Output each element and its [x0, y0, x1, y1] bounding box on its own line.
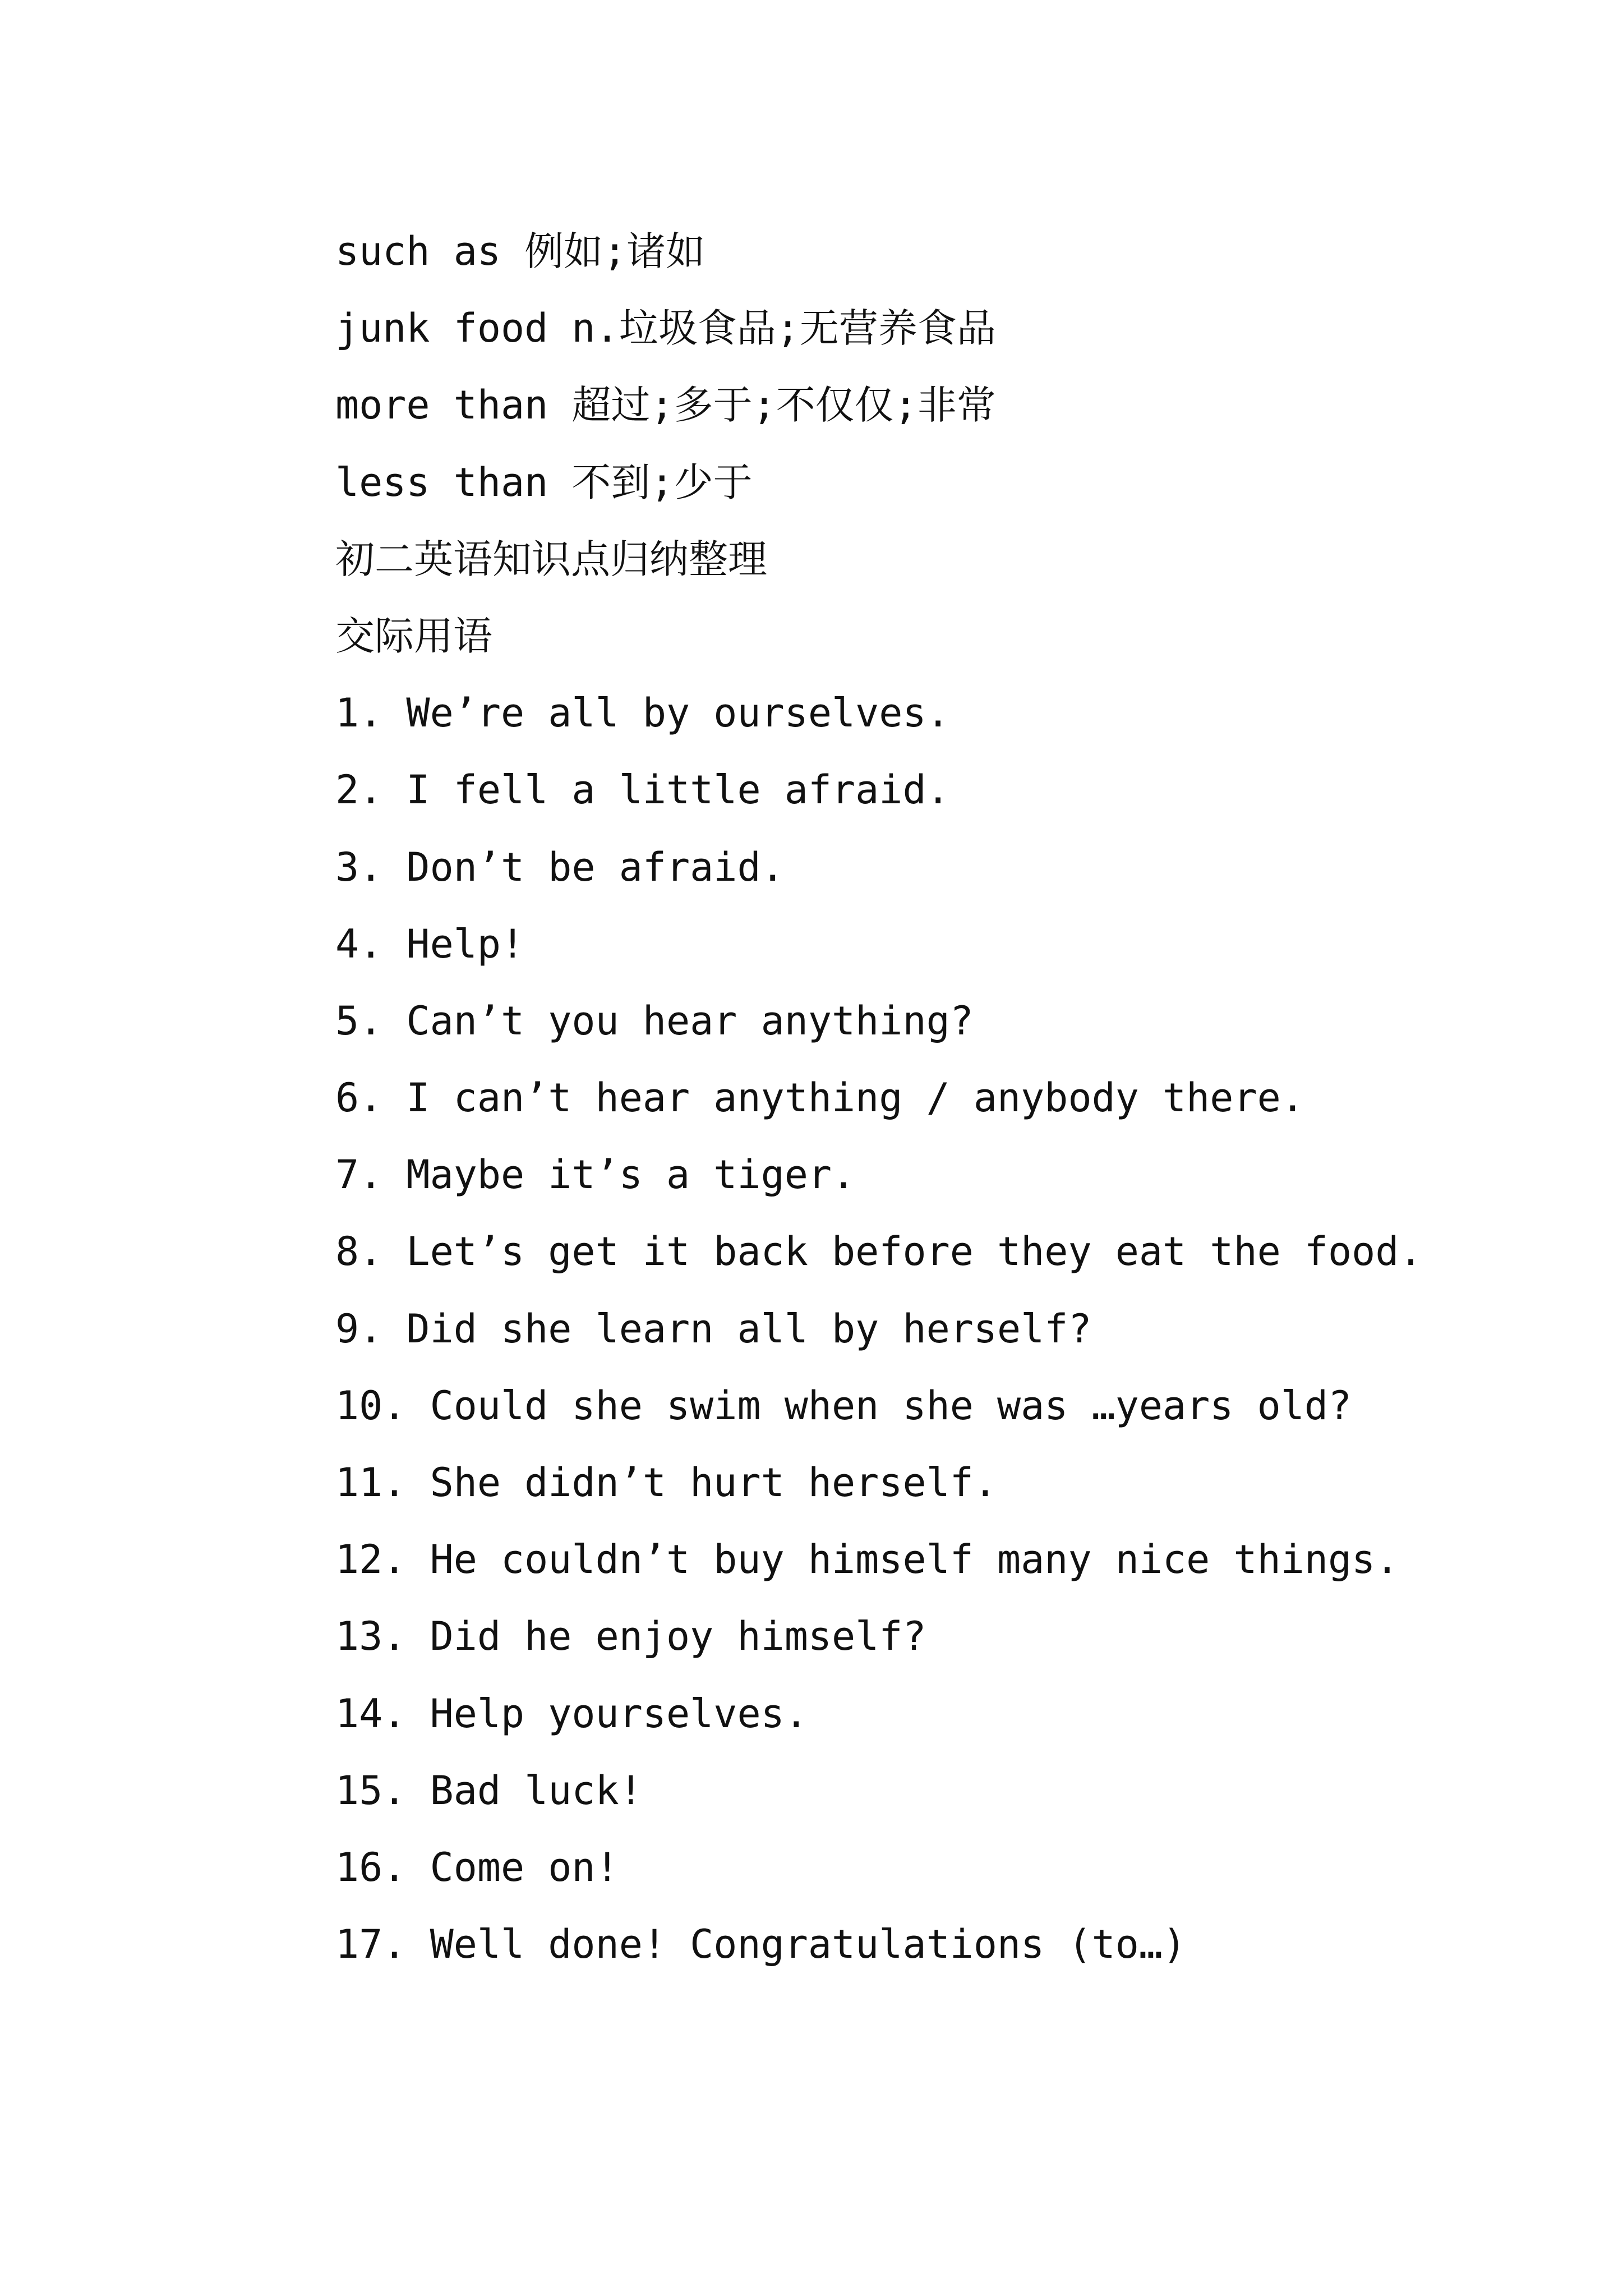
- phrase-item: 6. I can’t hear anything / anybody there.: [335, 1075, 1304, 1121]
- phrase-item: 12. He couldn’t buy himself many nice things.: [335, 1536, 1399, 1583]
- vocab-line: junk food n.垃圾食品;无营养食品: [335, 305, 996, 352]
- phrase-item: 3. Don’t be afraid.: [335, 844, 785, 890]
- vocab-line: more than 超过;多于;不仅仅;非常: [335, 382, 996, 429]
- section-heading: 初二英语知识点归纳整理: [335, 536, 767, 582]
- vocab-line: such as 例如;诸如: [335, 228, 706, 274]
- phrase-item: 17. Well done! Congratulations (to…): [335, 1921, 1187, 1968]
- phrase-item: 11. She didn’t hurt herself.: [335, 1460, 998, 1506]
- section-subheading: 交际用语: [335, 613, 492, 659]
- phrase-item: 16. Come on!: [335, 1844, 619, 1890]
- document-body: [335, 213, 1513, 1983]
- phrase-item: 8. Let’s get it back before they eat the food.: [335, 1228, 1423, 1275]
- phrase-item: 4. Help!: [335, 921, 525, 967]
- phrase-item: 14. Help yourselves.: [335, 1690, 808, 1737]
- vocab-line: less than 不到;少于: [335, 459, 753, 505]
- phrase-item: 1. We’re all by ourselves.: [335, 690, 950, 737]
- phrase-item: 5. Can’t you hear anything?: [335, 997, 974, 1044]
- phrase-item: 13. Did he enjoy himself?: [335, 1613, 926, 1660]
- phrase-item: 10. Could she swim when she was …years old?: [335, 1382, 1352, 1429]
- phrase-item: 7. Maybe it’s a tiger.: [335, 1152, 856, 1198]
- phrase-item: 2. I fell a little afraid.: [335, 767, 950, 813]
- phrase-item: 9. Did she learn all by herself?: [335, 1305, 1092, 1352]
- phrase-item: 15. Bad luck!: [335, 1767, 643, 1814]
